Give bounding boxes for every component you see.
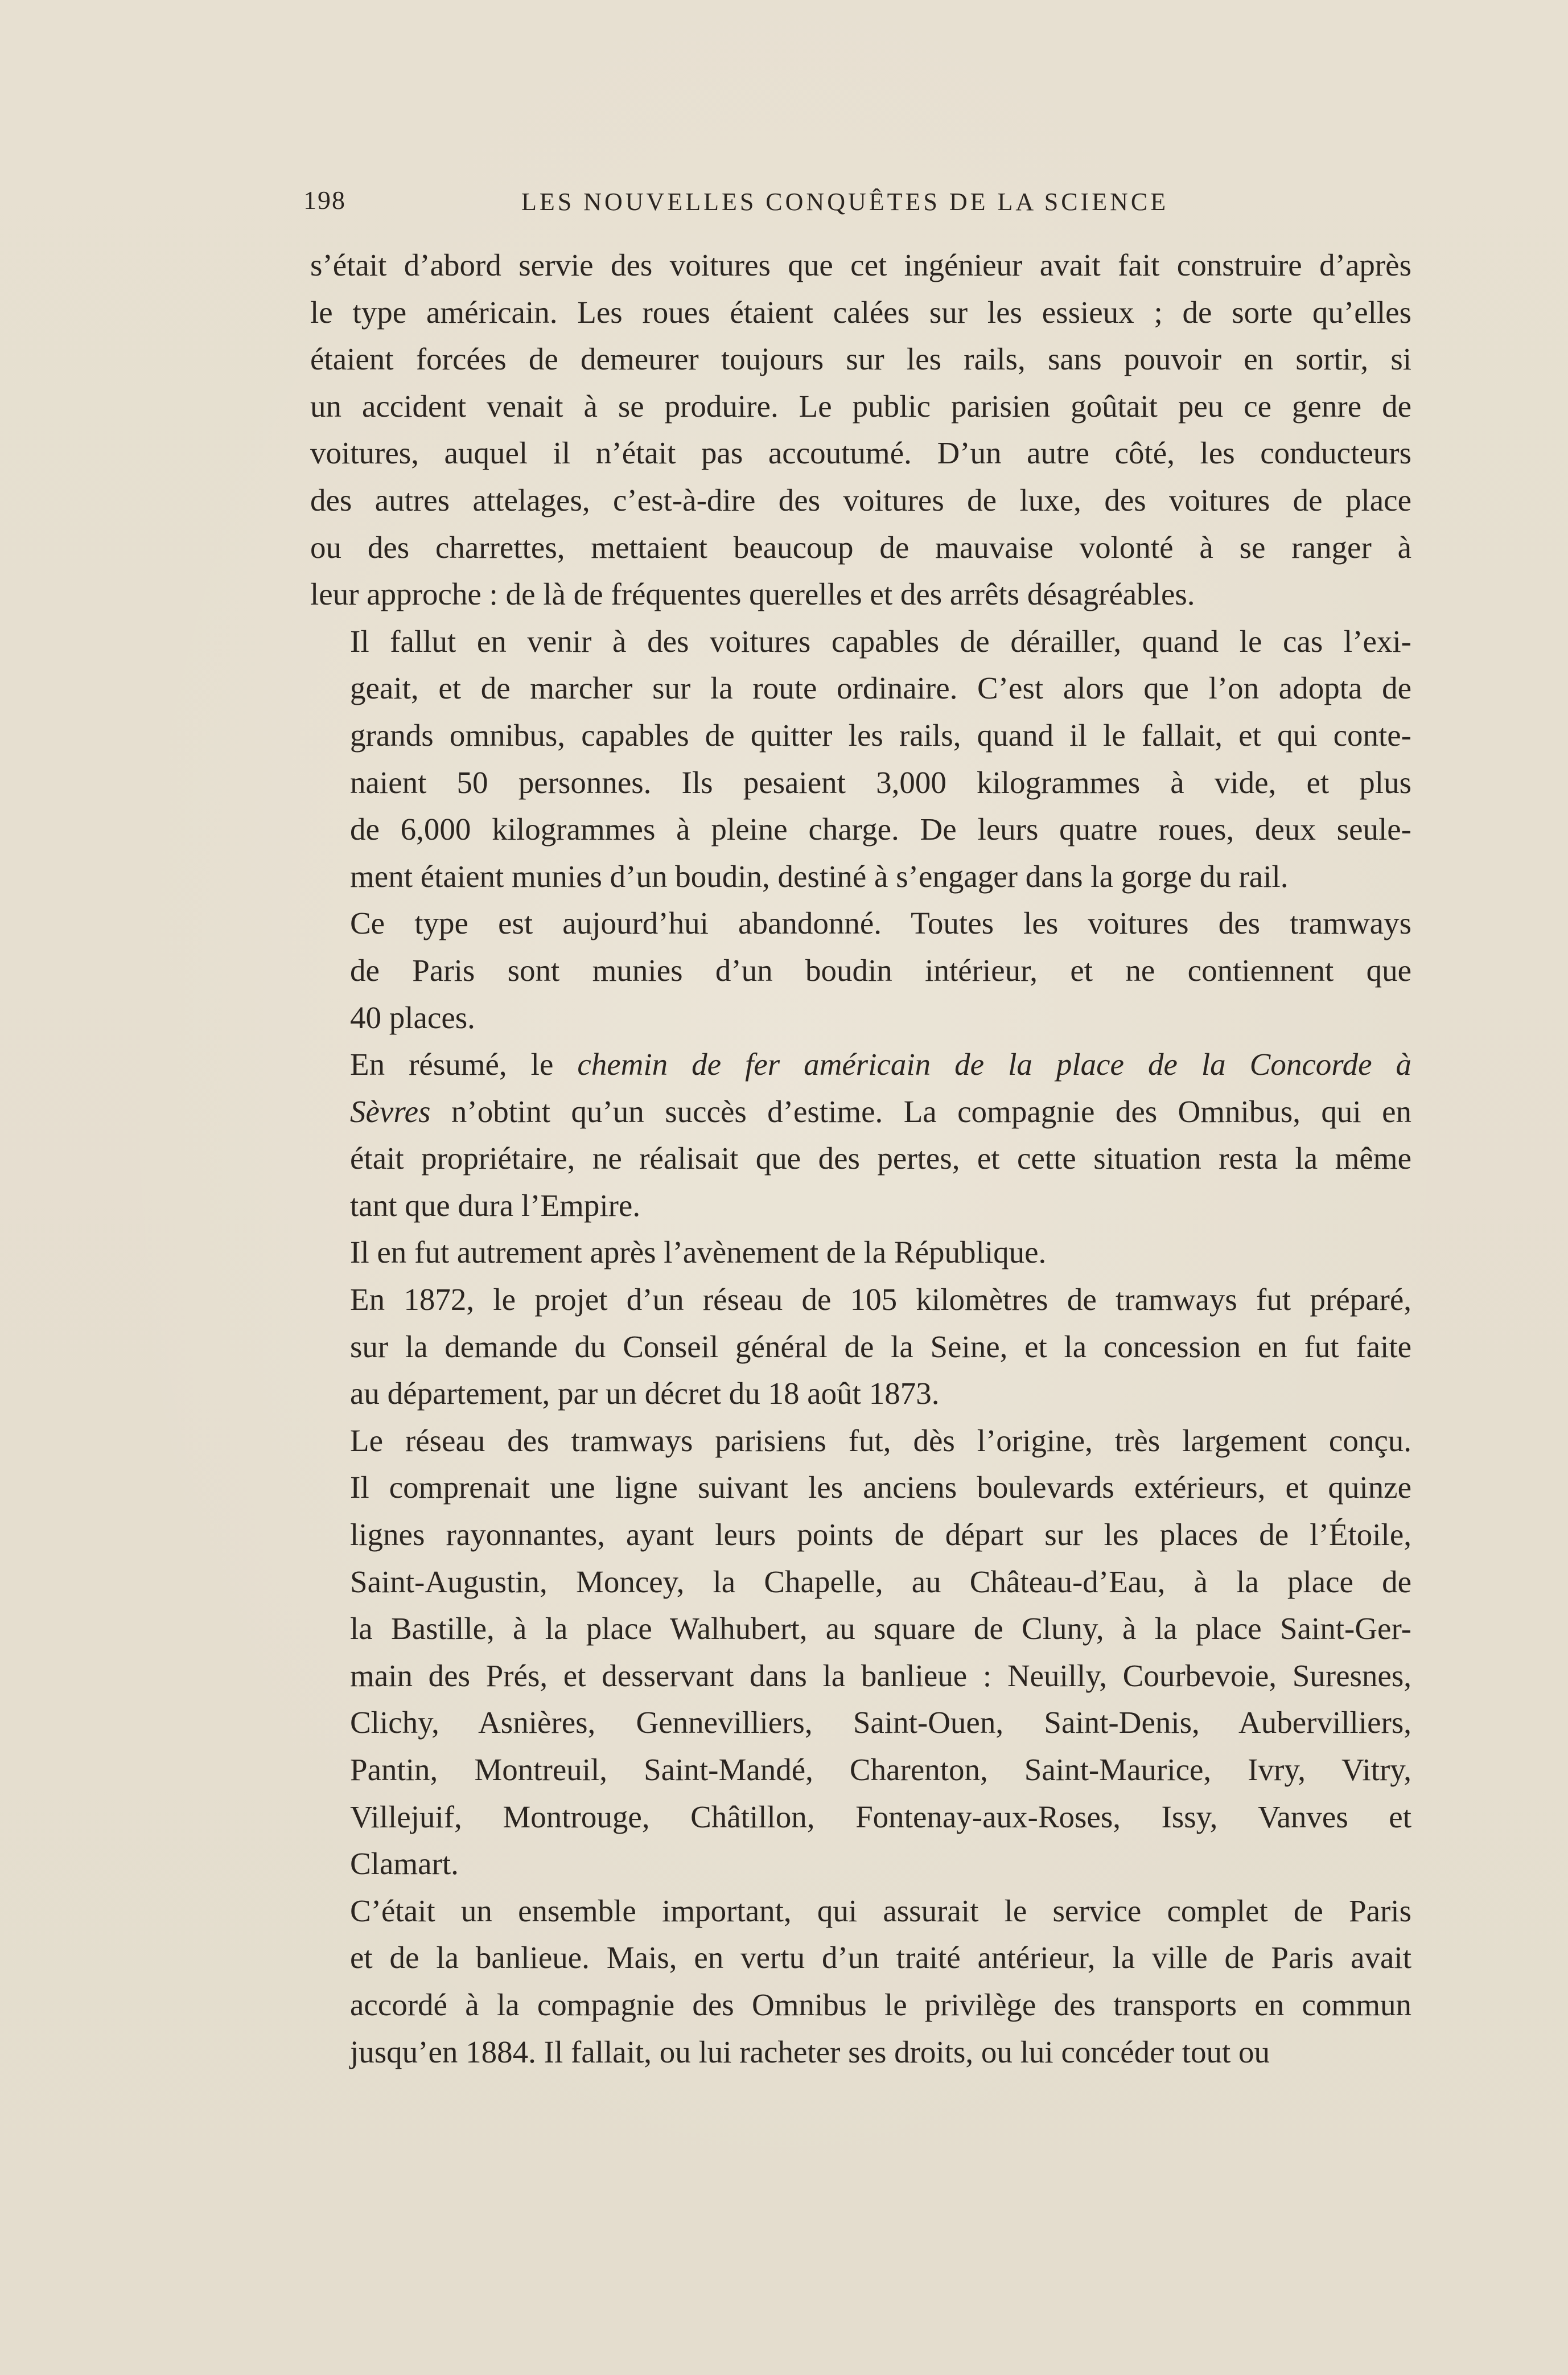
text-line: En résumé, le chemin de fer américain de la place de la Concorde à bbox=[350, 1047, 1411, 1082]
text-line: naient 50 personnes. Ils pesaient 3,000 kilogrammes à vide, et plus bbox=[350, 765, 1411, 800]
text-line: Ce type est aujourd’hui abandonné. Toutes les voitures des tramways bbox=[350, 906, 1411, 941]
text-line: Villejuif, Montrouge, Châtillon, Fontenay-aux-Roses, Issy, Vanves et bbox=[350, 1799, 1411, 1834]
text-line: un accident venait à se produire. Le public parisien goûtait peu ce genre de bbox=[310, 388, 1411, 424]
text-line: accordé à la compagnie des Omnibus le privilège des transports en commun bbox=[350, 1987, 1411, 2022]
page-header bbox=[303, 185, 1203, 231]
text-line: Saint-Augustin, Moncey, la Chapelle, au Château-d’Eau, à la place de bbox=[350, 1564, 1411, 1599]
paragraph bbox=[310, 900, 1411, 1041]
text-line: voitures, auquel il n’était pas accoutumé. D’un autre côté, les conducteurs bbox=[310, 435, 1411, 471]
paragraph bbox=[310, 1888, 1411, 2076]
text-line: Clamart. bbox=[350, 1846, 459, 1881]
text-line: geait, et de marcher sur la route ordinaire. C’est alors que l’on adopta de bbox=[350, 671, 1411, 706]
text-line: Il en fut autrement après l’avènement de la République. bbox=[350, 1235, 1047, 1270]
text-line: le type américain. Les roues étaient calées sur les essieux ; de sorte qu’elles bbox=[310, 294, 1411, 330]
text-line: Sèvres n’obtint qu’un succès d’estime. La compagnie des Omnibus, qui en bbox=[350, 1094, 1411, 1129]
text-line: s’était d’abord servie des voitures que cet ingénieur avait fait construire d’après bbox=[310, 248, 1411, 282]
text-line: de Paris sont munies d’un boudin intérieur, et ne contiennent que bbox=[350, 952, 1411, 988]
text-line: étaient forcées de demeurer toujours sur les rails, sans pouvoir en sortir, si bbox=[310, 342, 1411, 377]
text-line: Clichy, Asnières, Gennevilliers, Saint-Ouen, Saint-Denis, Aubervilliers, bbox=[350, 1705, 1411, 1740]
text-line: jusqu’en 1884. Il fallait, ou lui racheter ses droits, ou lui concéder tout ou bbox=[350, 2034, 1270, 2069]
text-line: main des Prés, et desservant dans la banlieue : Neuilly, Courbevoie, Suresnes, bbox=[350, 1658, 1411, 1693]
text-line: au département, par un décret du 18 août 1873. bbox=[350, 1376, 940, 1411]
text-line: 40 places. bbox=[350, 1000, 475, 1035]
text-line: des autres attelages, c’est-à-dire des voitures de luxe, des voitures de place bbox=[310, 482, 1411, 517]
page-number: 198 bbox=[303, 186, 346, 215]
paragraph bbox=[310, 1229, 1411, 1276]
text-line: ment étaient munies d’un boudin, destiné à s’engager dans la gorge du rail. bbox=[350, 858, 1289, 894]
text-line: grands omnibus, capables de quitter les rails, quand il le fallait, et qui conte- bbox=[350, 717, 1411, 753]
text-line: et de la banlieue. Mais, en vertu d’un traité antérieur, la ville de Paris avait bbox=[350, 1940, 1411, 1975]
text-line: de 6,000 kilogrammes à pleine charge. De leurs quatre roues, deux seule- bbox=[350, 812, 1411, 847]
text-line: En 1872, le projet d’un réseau de 105 kilomètres de tramways fut préparé, bbox=[350, 1282, 1411, 1317]
paragraph bbox=[310, 1417, 1411, 1888]
text-line: Pantin, Montreuil, Saint-Mandé, Charenton, Saint-Maurice, Ivry, Vitry, bbox=[350, 1752, 1411, 1787]
text-line: Il comprenait une ligne suivant les anciens boulevards extérieurs, et quinze bbox=[350, 1470, 1411, 1505]
text-line: lignes rayonnantes, ayant leurs points de départ sur les places de l’Étoile, bbox=[350, 1517, 1411, 1552]
paragraph bbox=[310, 1276, 1411, 1417]
body-text bbox=[310, 242, 1411, 2076]
text-line: Le réseau des tramways parisiens fut, dès l’origine, très largement conçu. bbox=[350, 1423, 1411, 1458]
text-line: Il fallut en venir à des voitures capables de dérailler, quand le cas l’exi- bbox=[350, 623, 1411, 659]
text-line: sur la demande du Conseil général de la Seine, et la concession en fut faite bbox=[350, 1329, 1411, 1364]
text-line: leur approche : de là de fréquentes querelles et des arrêts désagréables. bbox=[310, 577, 1195, 612]
text-line: était propriétaire, ne réalisait que des pertes, et cette situation resta la même bbox=[350, 1141, 1411, 1176]
paragraph bbox=[310, 1041, 1411, 1229]
text-line: C’était un ensemble important, qui assurait le service complet de Paris bbox=[350, 1893, 1411, 1928]
text-line: tant que dura l’Empire. bbox=[350, 1188, 641, 1223]
running-title: LES NOUVELLES CONQUÊTES DE LA SCIENCE bbox=[521, 188, 1169, 216]
paragraph bbox=[310, 242, 1411, 618]
paragraph bbox=[310, 618, 1411, 901]
text-line: la Bastille, à la place Walhubert, au square de Cluny, à la place Saint-Ger- bbox=[350, 1611, 1411, 1646]
text-line: ou des charrettes, mettaient beaucoup de mauvaise volonté à se ranger à bbox=[310, 529, 1411, 565]
